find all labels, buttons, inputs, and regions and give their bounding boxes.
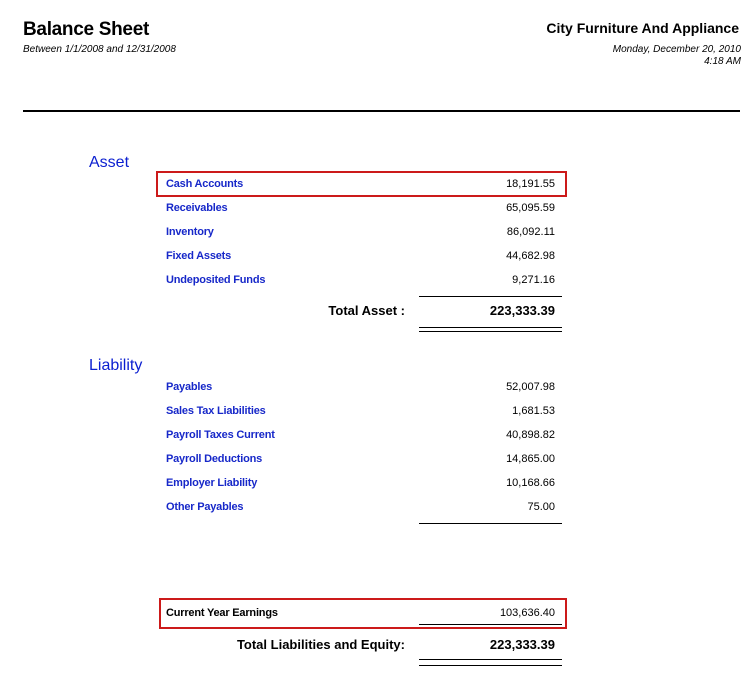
total-asset-label: Total Asset : (328, 303, 405, 318)
earnings-rule (419, 624, 562, 625)
asset-value-receivables: 65,095.59 (506, 202, 555, 214)
current-year-earnings-label: Current Year Earnings (166, 607, 278, 619)
header-divider (23, 110, 740, 112)
liability-item-payroll-deductions[interactable]: Payroll Deductions (166, 453, 263, 465)
total-liabilities-equity-label: Total Liabilities and Equity: (236, 637, 405, 652)
liability-item-employer-liability[interactable]: Employer Liability (166, 477, 258, 489)
liability-item-other-payables[interactable]: Other Payables (166, 501, 244, 513)
asset-item-fixed-assets[interactable]: Fixed Assets (166, 250, 232, 262)
asset-value-inventory: 86,092.11 (506, 226, 555, 238)
asset-value-cash-accounts: 18,191.55 (506, 178, 555, 190)
total-rule-1 (419, 659, 562, 660)
asset-total-rule-1 (419, 327, 562, 328)
total-liabilities-equity-value: 223,333.39 (489, 637, 555, 652)
liability-item-payroll-taxes[interactable]: Payroll Taxes Current (166, 429, 275, 441)
total-asset-value: 223,333.39 (489, 303, 555, 318)
liability-heading: Liability (89, 357, 143, 374)
report-time: 4:18 AM (704, 56, 741, 67)
asset-subtotal-rule (419, 296, 562, 297)
asset-item-inventory[interactable]: Inventory (166, 226, 214, 238)
report-title: Balance Sheet (23, 19, 149, 40)
asset-item-receivables[interactable]: Receivables (166, 202, 228, 214)
liability-value-payroll-deductions: 14,865.00 (506, 453, 555, 465)
liability-value-employer-liability: 10,168.66 (506, 477, 555, 489)
liability-value-payroll-taxes: 40,898.82 (506, 429, 555, 441)
asset-item-undeposited-funds[interactable]: Undeposited Funds (166, 274, 266, 286)
asset-item-cash-accounts[interactable]: Cash Accounts (166, 178, 244, 190)
company-name: City Furniture And Appliance (546, 20, 739, 36)
liability-item-sales-tax[interactable]: Sales Tax Liabilities (166, 405, 266, 417)
asset-value-fixed-assets: 44,682.98 (506, 250, 555, 262)
report-date: Monday, December 20, 2010 (612, 44, 741, 55)
current-year-earnings-value: 103,636.40 (499, 607, 555, 619)
liability-value-payables: 52,007.98 (506, 381, 555, 393)
liability-value-other-payables: 75.00 (527, 501, 555, 513)
asset-heading: Asset (89, 154, 130, 171)
liability-item-payables[interactable]: Payables (166, 381, 213, 393)
asset-value-undeposited-funds: 9,271.16 (512, 274, 555, 286)
liability-subtotal-rule (419, 523, 562, 524)
liability-value-sales-tax: 1,681.53 (512, 405, 555, 417)
asset-total-rule-2 (419, 331, 562, 332)
total-rule-2 (419, 665, 562, 666)
report-date-range: Between 1/1/2008 and 12/31/2008 (23, 44, 176, 55)
